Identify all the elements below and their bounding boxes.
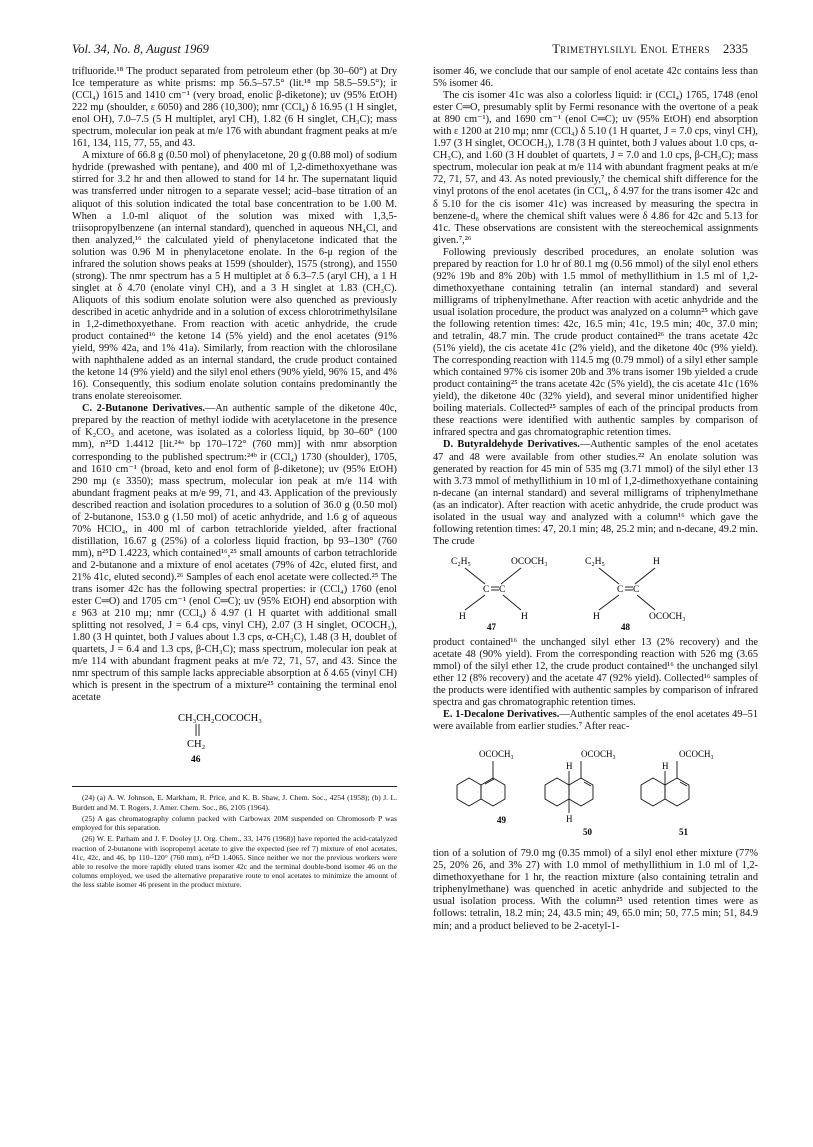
right-column [433,66,758,933]
page-header [72,42,748,60]
footnote-24: (24) (a) A. W. Johnson, E. Markham, R. Price, and K. B. Shaw, J. Chem. Soc., 4254 (1958); (b) J. L. Burdett and M. T. Rogers, J. Amer. Chem. Soc., 86, 2105 (1964). [72,793,397,812]
paragraph: product contained¹⁶ the unchanged silyl ether 13 (2% recovery) and the acetate 48 (90% yield). From the corresponding reaction with 526 mg (3.65 mmol) of the silyl ether 12, the crude product contained¹⁶ the unchanged silyl ether 12 (8% recovery) and the acetate 47 (92% yield). Collected¹⁶ samples of the products were identified with authentic samples by comparison of infrared spectra and gas chromatographic retention times. [433,636,758,709]
structure-46 [72,710,397,772]
paragraph: The cis isomer 41c was also a colorless liquid: ir (CCl₄) 1765, 1748 (enol ester C═O, presumably split by Fermi resonance with the overtone of a peak at 890 cm⁻¹), and 1690 cm⁻¹ (enol C═C); uv (95% EtOH) end absorption with ε 1200 at 210 mμ; nmr (CCl₄) δ 5.10 (1 H quartet, J = 7.0 cps, vinyl CH), 1.97 (3 H singlet, OCOCH₃), 1.78 (3 H quintet, both J values about 1.0 cps, α-CH₃C), and 1.60 (3 H doublet of quartets, J = 7.0 and 1.0 cps, β-CH₃C); mass spectrum, molecular ion peak at m/e 114 with abundant fragment peaks at m/e 72, 71, 57, and 43. As noted previously,⁷ the chemical shift difference for the vinyl protons of the enol acetates (in CCl₄, δ 4.97 for the trans isomer 42c and δ 5.10 for the cis isomer 41c) was increased by measuring the spectra in benzene-d₆ where the chemical shift values were δ 4.86 for 42c and 5.13 for 41c. These observations are consistent with the stereochemical assignments given.⁷,²⁶ [433,90,758,246]
section-heading: D. Butyraldehyde Derivatives. [443,439,580,451]
paragraph: tion of a solution of 79.0 mg (0.35 mmol) of a silyl enol ether mixture (77% 25, 20% 26, and 3% 27) with 1.0 mmol of methyllithium in 1.0 ml of 1,2-dimethoxyethane for 1 hr, the reaction mixture (also containing tetralin and triphenylmethane) was quenched in acetic anhydride and subjected to the usual isolation process. With the column²⁵ used retention times were as follows: tetralin, 18.2 min; 24, 43.5 min; 49, 65.0 min; 50, 77.5 min; 51, 84.9 min; and a product believed to be 2-acetyl-1- [433,848,758,932]
paragraph: trifluoride.¹⁸ The product separated from petroleum ether (bp 30–60°) at Dry Ice temperature as white prisms: mp 56.5–57.5° (lit.¹⁸ mp 58.5–59.5°); ir (CCl₄) 1615 and 1410 cm⁻¹ (very broad, enolic β-diketone); uv (95% EtOH) 222 mμ (shoulder, ε 6050) and 286 (10,300); nmr (CCl₄) δ 16.95 (1 H singlet, enol OH), 7.0–7.5 (5 H multiplet, aryl CH), 1.82 (6 H singlet, CH₃C); mass spectrum, molecular ion peak at m/e 176 with abundant fragment peaks at m/e 161, 134, 115, 77, 55, and 43. [72,66,397,150]
s47-carbon-b: C [499,584,506,595]
structure-46-formula: CH₃CH₂COCOCH₃ [178,713,262,725]
left-column [72,66,397,892]
structures-47-48-drawing [433,554,758,632]
paragraph: Following previously described procedures, an enolate solution was prepared by reaction for 1.0 hr of 80.1 mg (0.56 mmol) of the silyl enol ethers (92% 19b and 8% 20b) with 1.5 mmol of methyllithium in 1.5 ml of 1,2-dimethoxyethane containing tetralin (an internal standard) and several milligrams of triphenylmethane. After reaction with acetic anhydride and the usual isolation procedure, the product was analyzed on a column²⁵ which gave the following retention times: 42c, 16.5 min; 41c, 19.5 min; 40c, 37.0 min; and tetralin, 48.7 min. The crude product contained²⁶ the trans acetate 42c (51% yield), the cis acetate 41c (2% yield), and the diketone 40c (9% yield). The corresponding reaction with 114.5 mg (0.79 mmol) of a silyl ether sample which contained 97% cis isomer 20b and 3% trans isomer 19b yielded a crude product containing²⁵ the trans acetate 42c (5% yield), the cis acetate 41c (16% yield), the diketone 40c (32% yield), and several minor unidentified higher boiling materials. Collected²⁵ samples of each of the principal products from these reactions were identified with authentic samples by comparison of infrared spectra and gas chromatographic retention times. [433,246,758,439]
s48-acetoxy: OCOCH₃ [649,611,686,622]
section-heading: E. 1-Decalone Derivatives. [443,709,560,721]
s47-ethyl: C₂H₅ [451,556,471,567]
paragraph-text: —An authentic sample of the diketone 40c, prepared by the reaction of methyl iodide with acetylacetone in the presence of K₂CO₃ and acetone, was isolated as a colorless liquid, bp 30–60° (100 mm), n²⁵D 1.4412 [lit.²⁴ᵃ bp 170–172° (760 mm)] with nmr absorption corresponding to the published spectrum:²⁴ᵇ ir (CCl₄) 1730 (shoulder), 1705, and 1610 cm⁻¹ (broad, keto and enol form of β-diketone); uv (95% EtOH) 290 mμ (ε 3350); mass spectrum, molecular ion peak at m/e 114 with abundant fragment peaks at m/e 99, 71, and 43. Application of the previously described reaction and isolation procedures to a solution of 36.0 g (0.50 mol) of 2-butanone, 153.0 g (1.50 mol) of acetic anhydride, and 1.6 g of aqueous 70% HClO₄, in 400 ml of carbon tetrachloride yielded, after fractional distillation, 16.67 g (25%) of a colorless liquid fraction, bp 93–130° (760 mm), n²⁵D 1.4223, which contained¹⁶,²⁵ small amounts of carbon tetrachloride and 2-butanone and a mixture of enol acetates (79% of 42c, eluted first, and 21% 41c, eluted second).²⁶ Samples of each enol acetate were collected.²⁵ The trans isomer 42c has the following spectral properties: ir (CCl₄) 1760 (enol ester C═O) and 1705 cm⁻¹ (enol C═C); uv (95% EtOH) end absorption with ε 963 at 210 mμ; nmr (CCl₄) δ 4.97 (1 H quartet with additional small splitting not resolved, J = 6.4 cps, vinyl CH), 2.07 (3 H singlet, OCOCH₃), 1.80 (3 H quintet, both J values about 1.3 cps, α-CH₃C), 1.48 (3 H, doublet of quartets, J = 6.4 and 1.3 cps, β-CH₃C); mass spectrum, molecular ion peak at m/e 114 with abundant fragment peaks at m/e 72, 71, 57, and 43. Since the nmr spectrum of this sample lacks appreciable absorption at δ 4.65 (vinyl CH) which is present in the spectrum of a mixture²⁵ containing the terminal enol acetate [72,403,397,704]
s49-acetoxy: OCOCH₃ [479,749,514,760]
compound-number-49: 49 [497,815,506,826]
structures-49-51 [433,739,758,843]
structures-47-48 [433,554,758,632]
s47-carbon-a: C [483,584,490,595]
structure-46-drawing [72,710,397,772]
compound-number-46: 46 [191,755,201,766]
compound-number-50: 50 [583,827,592,838]
s48-ethyl: C₂H₅ [585,556,605,567]
journal-info: Vol. 34, No. 8, August 1969 [72,42,209,56]
paragraph: isomer 46, we conclude that our sample of enol acetate 42c contains less than 5% isomer 46. [433,66,758,90]
paragraph [433,709,758,733]
paragraph [433,439,758,547]
s50-hydrogen: H [566,761,573,772]
paragraph-text: —Authentic samples of the enol acetates 49–51 were available from earlier studies.⁷ After reac- [433,709,758,733]
footnote-25: (25) A gas chromatography column packed with Carbowax 20M suspended on Chromosorb P was employed for this separation. [72,813,397,833]
footnote-26: (26) W. E. Parham and J. F. Dooley [J. Org. Chem., 33, 1476 (1968)] have reported the acid-catalyzed reaction of 2-butanone with isopropenyl acetate to give the expected (see ref 7) mixture of enol acetates, 41c, 42c, and 46, bp 110–120° (760 mm), n²⁵D 1.4065. Since neither we nor the previous workers were able to resolve the more rapidly eluted trans isomer 42c and the terminal double-bond isomer 46 on the columns employed, we used the alternative preparative route to enol acetates to minimize the amount of the less stable isomer 46 present in the product mixture. [72,834,397,890]
section-heading: C. 2-Butanone Derivatives. [82,403,205,415]
s48-carbon-b: C [633,584,640,595]
structures-49-51-drawing [433,739,758,843]
compound-number-47: 47 [487,621,496,632]
header-right [552,42,748,57]
s47-hydrogen-2: H [521,611,528,622]
paragraph [72,403,397,704]
structure-46-ch2: CH₂ [187,739,206,751]
footnotes [72,786,397,889]
paragraph: A mixture of 66.8 g (0.50 mol) of phenylacetone, 20 g (0.88 mol) of sodium hydride (prewashed with pentane), and 400 ml of 1,2-dimethoxyethane was stirred for 3.2 hr and then allowed to stand for 14 hr. The supernatant liquid was transferred under nitrogen to a separate vessel; acid–base titration of an aliquot of this solution indicated the total base concentration to be 1.00 M. When a 1.0-ml aliquot of the solution was mixed with 1,3,5-triisopropylbenzene (an internal standard), quenched in aqueous NH₄Cl, and then analyzed,¹⁶ the calculated yield of phenylacetone indicated that the solution was 0.96 M in phenylacetone enolate. In the 6-μ region of the infrared the solution shows peaks at 1599 (shoulder), 1575 (strong), and 1550 (strong). The nmr spectrum has a 5 H multiplet at δ 6.3–7.5 (aryl CH), a 1 H singlet at δ 4.70 (enolate vinyl CH), and a 3 H singlet at 1.83 (CH₃C). Aliquots of this sodium enolate solution were also quenched as previously described in acetic anhydride and in a solution of excess chlorotrimethylsilane in 1,2-dimethoxyethane. From reaction with acetic anhydride, the crude product contained¹⁶ the ketone 14 (5% yield) and the enol acetates (91% yield, 99% 42a, and 1% 41a). Similarly, from reaction with the chlorosilane with naphthalene added as an internal standard, the crude product contained the ketone 14 (9% yield) and the silyl enol ethers (90% yield, 96% 15, and 4% 16). Consequently, this sodium enolate solution contains predominantly the trans enolate stereoisomer. [72,150,397,403]
compound-number-48: 48 [621,621,630,632]
paragraph-text: —Authentic samples of the enol acetates 47 and 48 were available from other studies.²² An enolate solution was generated by reaction for 45 min of 535 mg (3.71 mmol) of the silyl ether 13 with 3.73 mmol of methyllithium in 10 ml of 1,2-dimethoxyethane containing n-decane (an internal standard) and several milligrams of triphenylmethane (as an indicator). After reaction with acetic anhydride, the crude product was isolated in the usual way and analyzed with a column¹⁶ which gave the following retention times: 47, 20.1 min; 48, 25.2 min; and n-decane, 49.2 min. The crude [433,439,758,547]
s47-acetoxy: OCOCH₃ [511,556,548,567]
s47-hydrogen-1: H [459,611,466,622]
s50-acetoxy: OCOCH₃ [581,749,616,760]
s51-acetoxy: OCOCH₃ [679,749,714,760]
s48-carbon-a: C [617,584,624,595]
s48-hydrogen-2: H [593,611,600,622]
compound-number-51: 51 [679,827,688,838]
s50-hydrogen-bottom: H [566,814,573,825]
s51-hydrogen: H [662,761,669,772]
page-number: 2335 [723,42,748,56]
s48-hydrogen-1: H [653,556,660,567]
running-title: Trimethylsilyl Enol Ethers [552,42,710,56]
